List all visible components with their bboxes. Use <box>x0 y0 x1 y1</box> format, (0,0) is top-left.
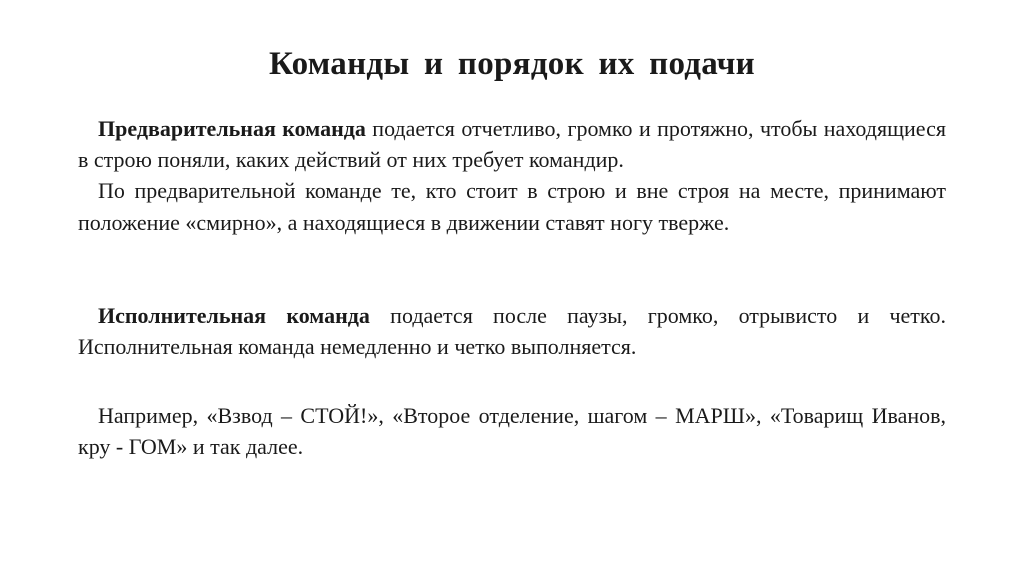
paragraph-preliminary-effect <box>78 175 946 239</box>
paragraph-examples <box>78 400 946 462</box>
term-executive-command: Исполнительная команда <box>98 303 370 328</box>
term-preliminary-command: Предварительная команда <box>98 116 366 141</box>
paragraph-text: подается отчетливо, громко и протяжно, чтобы находящиеся в строю поняли, каких действий от них требует командир. <box>78 116 946 172</box>
paragraph-text: Например, «Взвод – СТОЙ!», «Второе отделение, шагом – МАРШ», «Товарищ Иванов, кру - ГОМ» и так далее. <box>78 403 946 459</box>
paragraph-preliminary-command <box>78 113 946 175</box>
paragraph-text: подается после паузы, громко, отрывисто и четко. Исполнительная команда немедленно и четко выполняется. <box>78 303 946 359</box>
paragraph-executive-command <box>78 300 946 362</box>
slide-title: Команды и порядок их подачи <box>269 46 755 82</box>
paragraph-text: По предварительной команде те, кто стоит в строю и вне строя на месте, принимают положение «смирно», а находящиеся в движении ставят ногу тверже. <box>78 178 946 235</box>
